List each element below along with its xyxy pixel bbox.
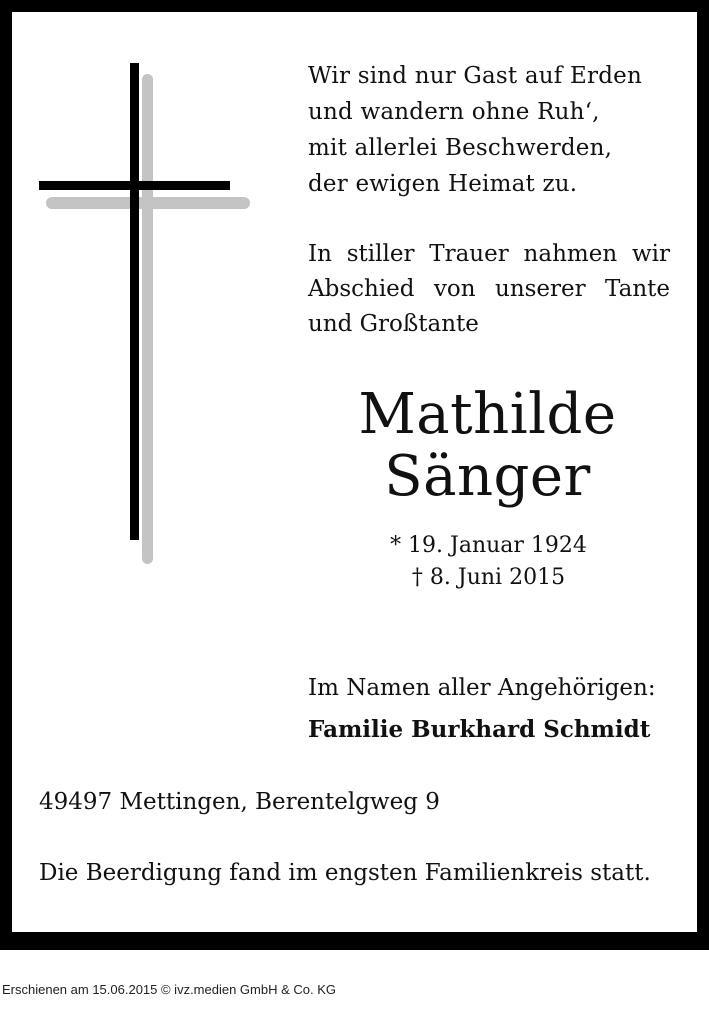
intro-line: In stiller Trauer nahmen wir xyxy=(308,241,670,267)
cross-beam-vertical xyxy=(130,63,139,540)
birth-date: * 19. Januar 1924 xyxy=(390,533,587,558)
funeral-note: Die Beerdigung fand im engsten Familienkreis statt. xyxy=(39,860,651,886)
deceased-name xyxy=(300,384,675,508)
publication-footer: Erschienen am 15.06.2015 © ivz.medien GmbH & Co. KG xyxy=(2,982,337,997)
life-dates xyxy=(300,530,675,594)
poem-line: der ewigen Heimat zu. xyxy=(308,171,578,197)
cross-shadow-vertical xyxy=(142,74,153,564)
poem-line: und wandern ohne Ruh‘, xyxy=(308,99,600,125)
last-name: Sänger xyxy=(384,444,591,509)
family-signature: Familie Burkhard Schmidt xyxy=(308,716,651,743)
cross-shadow-horizontal xyxy=(46,197,250,209)
cross-beam-horizontal xyxy=(39,181,230,190)
poem-line: mit allerlei Beschwerden, xyxy=(308,135,613,161)
first-name: Mathilde xyxy=(358,382,617,447)
death-date: † 8. Juni 2015 xyxy=(411,565,566,590)
intro-line: Abschied von unserer Tante xyxy=(308,276,670,302)
poem-line: Wir sind nur Gast auf Erden xyxy=(308,63,642,89)
address: 49497 Mettingen, Berentelgweg 9 xyxy=(39,789,440,815)
on-behalf-line: Im Namen aller Angehörigen: xyxy=(308,675,656,701)
intro-line: und Großtante xyxy=(308,311,479,337)
intro-text xyxy=(308,237,670,342)
poem xyxy=(308,58,678,202)
